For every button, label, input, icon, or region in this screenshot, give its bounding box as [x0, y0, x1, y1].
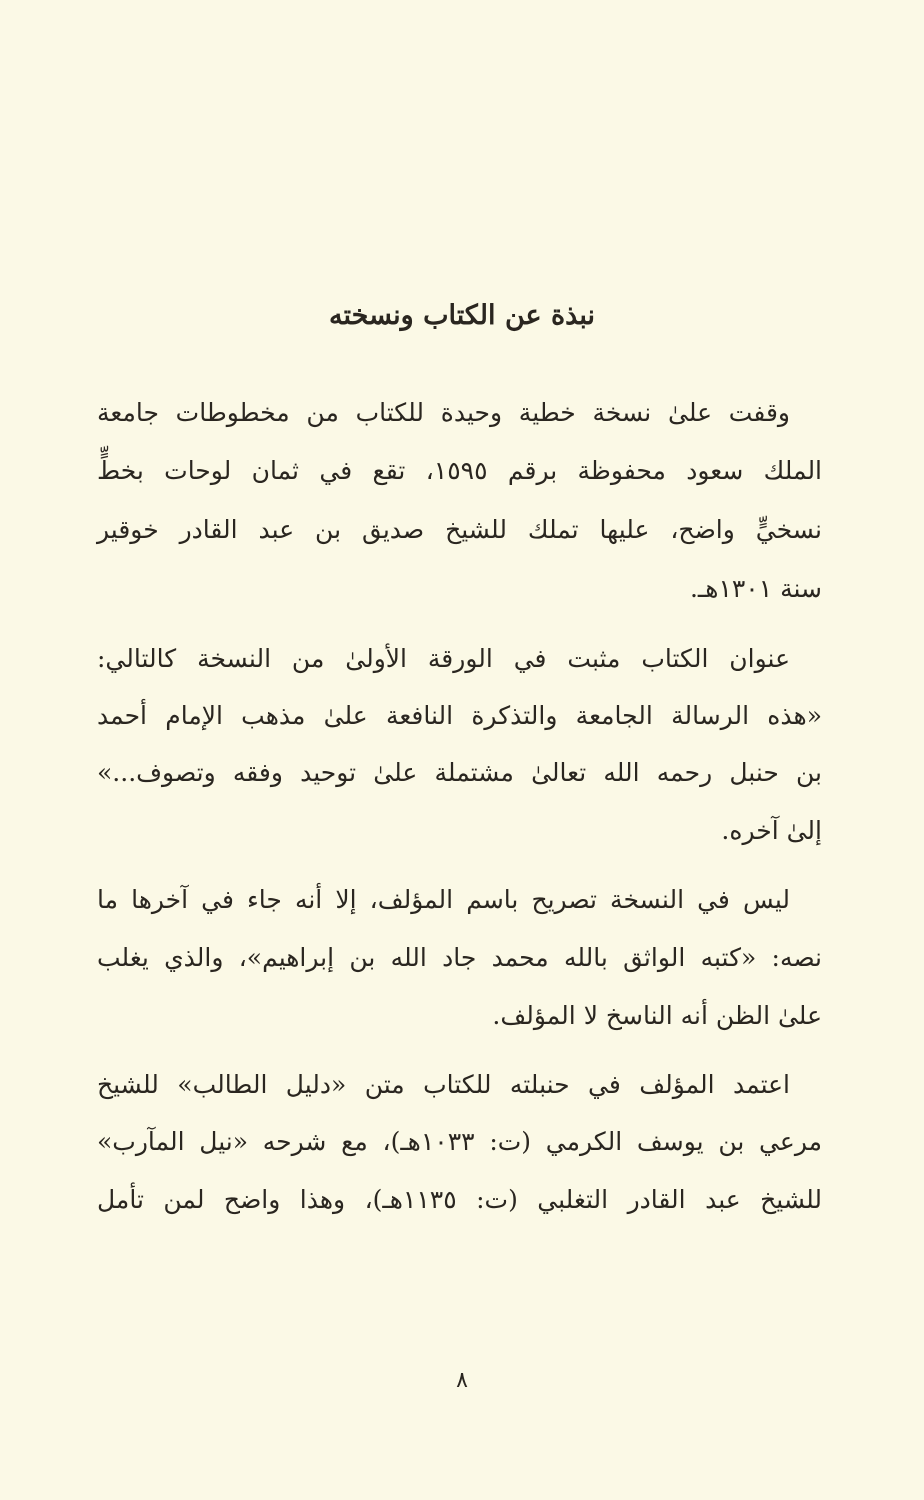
text-line: سنة ١٣٠١هـ.	[689, 574, 822, 603]
text-line: «هذه الرسالة الجامعة والتذكرة النافعة علىٰ مذهب الإمام أحمد	[97, 701, 822, 730]
text-line: وقفت علىٰ نسخة خطية وحيدة للكتاب من مخطوطات جامعة	[97, 398, 790, 427]
section-title: نبذة عن الكتاب ونسخته	[329, 300, 595, 331]
text-line: نصه: «كتبه الواثق بالله محمد جاد الله بن إبراهيم»، والذي يغلب	[97, 943, 822, 972]
text-line: ليس في النسخة تصريح باسم المؤلف، إلا أنه جاء في آخرها ما	[97, 885, 790, 914]
text-line: إلىٰ آخره.	[721, 816, 822, 845]
text-line: نسخيٍّ واضح، عليها تملك للشيخ صديق بن عبد القادر خوقير	[97, 515, 822, 544]
text-line: اعتمد المؤلف في حنبلته للكتاب متن «دليل الطالب» للشيخ	[97, 1070, 790, 1099]
text-line: مرعي بن يوسف الكرمي (ت: ١٠٣٣هـ)، مع شرحه «نيل المآرب»	[97, 1127, 823, 1156]
text-line: علىٰ الظن أنه الناسخ لا المؤلف.	[492, 1001, 822, 1030]
page-number: ٨	[456, 1368, 468, 1393]
text-line: الملك سعود محفوظة برقم ١٥٩٥، تقع في ثمان لوحات بخطٍّ	[97, 456, 823, 485]
text-line: للشيخ عبد القادر التغلبي (ت: ١١٣٥هـ)، وهذا واضح لمن تأمل	[97, 1185, 823, 1214]
text-line: عنوان الكتاب مثبت في الورقة الأولىٰ من النسخة كالتالي:	[97, 644, 790, 673]
text-line: بن حنبل رحمه الله تعالىٰ مشتملة علىٰ توحيد وفقه وتصوف...»	[97, 758, 822, 787]
